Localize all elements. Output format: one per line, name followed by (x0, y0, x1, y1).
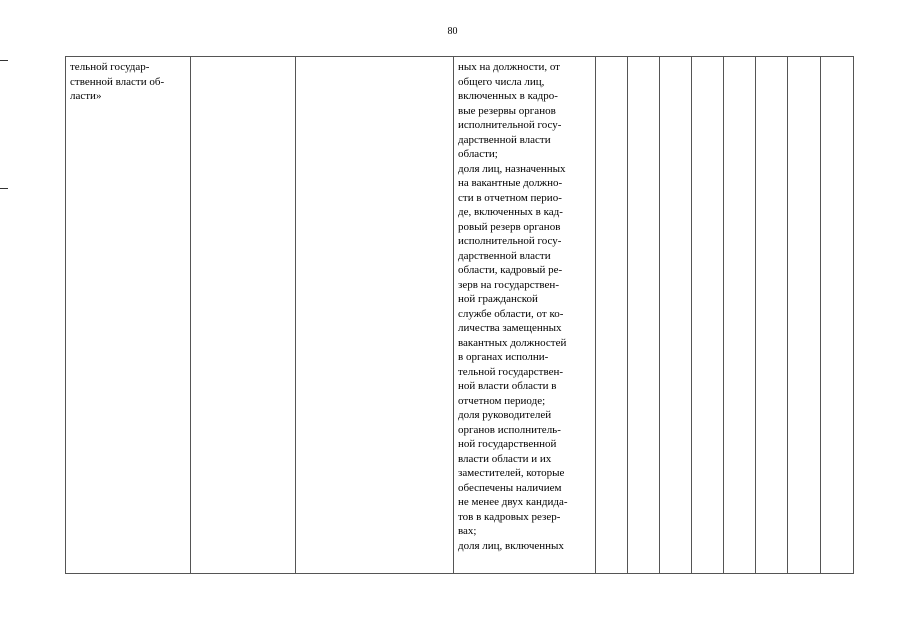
table-cell (692, 57, 724, 574)
table-cell (454, 57, 596, 574)
margin-mark (0, 60, 8, 61)
table-cell (660, 57, 692, 574)
cell-text: ных на должности, от общего числа лиц, включенных в кадро- вые резервы органов исполнительной госу- дарственной власти области; доля лиц, назначенных на вакантные должно- сти в отчетном перио- де, включенных в кад- ровый резерв органов исполнительной госу- дарственной власти области, кадровый ре- зерв на государствен- ной гражданской службе области, от ко- личества замещенных вакантных должностей в органах исполни- тельной государствен- ной власти области в отчетном периоде; доля руководителей органов исполнитель- ной государственной власти области и их заместителей, которые обеспечены наличием не менее двух кандида- тов в кадровых резер- вах; доля лиц, включенных (458, 61, 568, 552)
table-cell (66, 57, 191, 574)
document-table (65, 56, 854, 574)
table-cell (788, 57, 821, 574)
table-cell (191, 57, 296, 574)
table-row (66, 57, 854, 574)
table-cell (296, 57, 454, 574)
page-number: 80 (447, 26, 458, 37)
table-cell (724, 57, 756, 574)
cell-text: тельной государ- ственной власти об- ласти» (70, 61, 165, 102)
table-cell (756, 57, 788, 574)
table-cell (628, 57, 660, 574)
table-cell (596, 57, 628, 574)
table-cell (821, 57, 854, 574)
margin-mark (0, 188, 8, 189)
